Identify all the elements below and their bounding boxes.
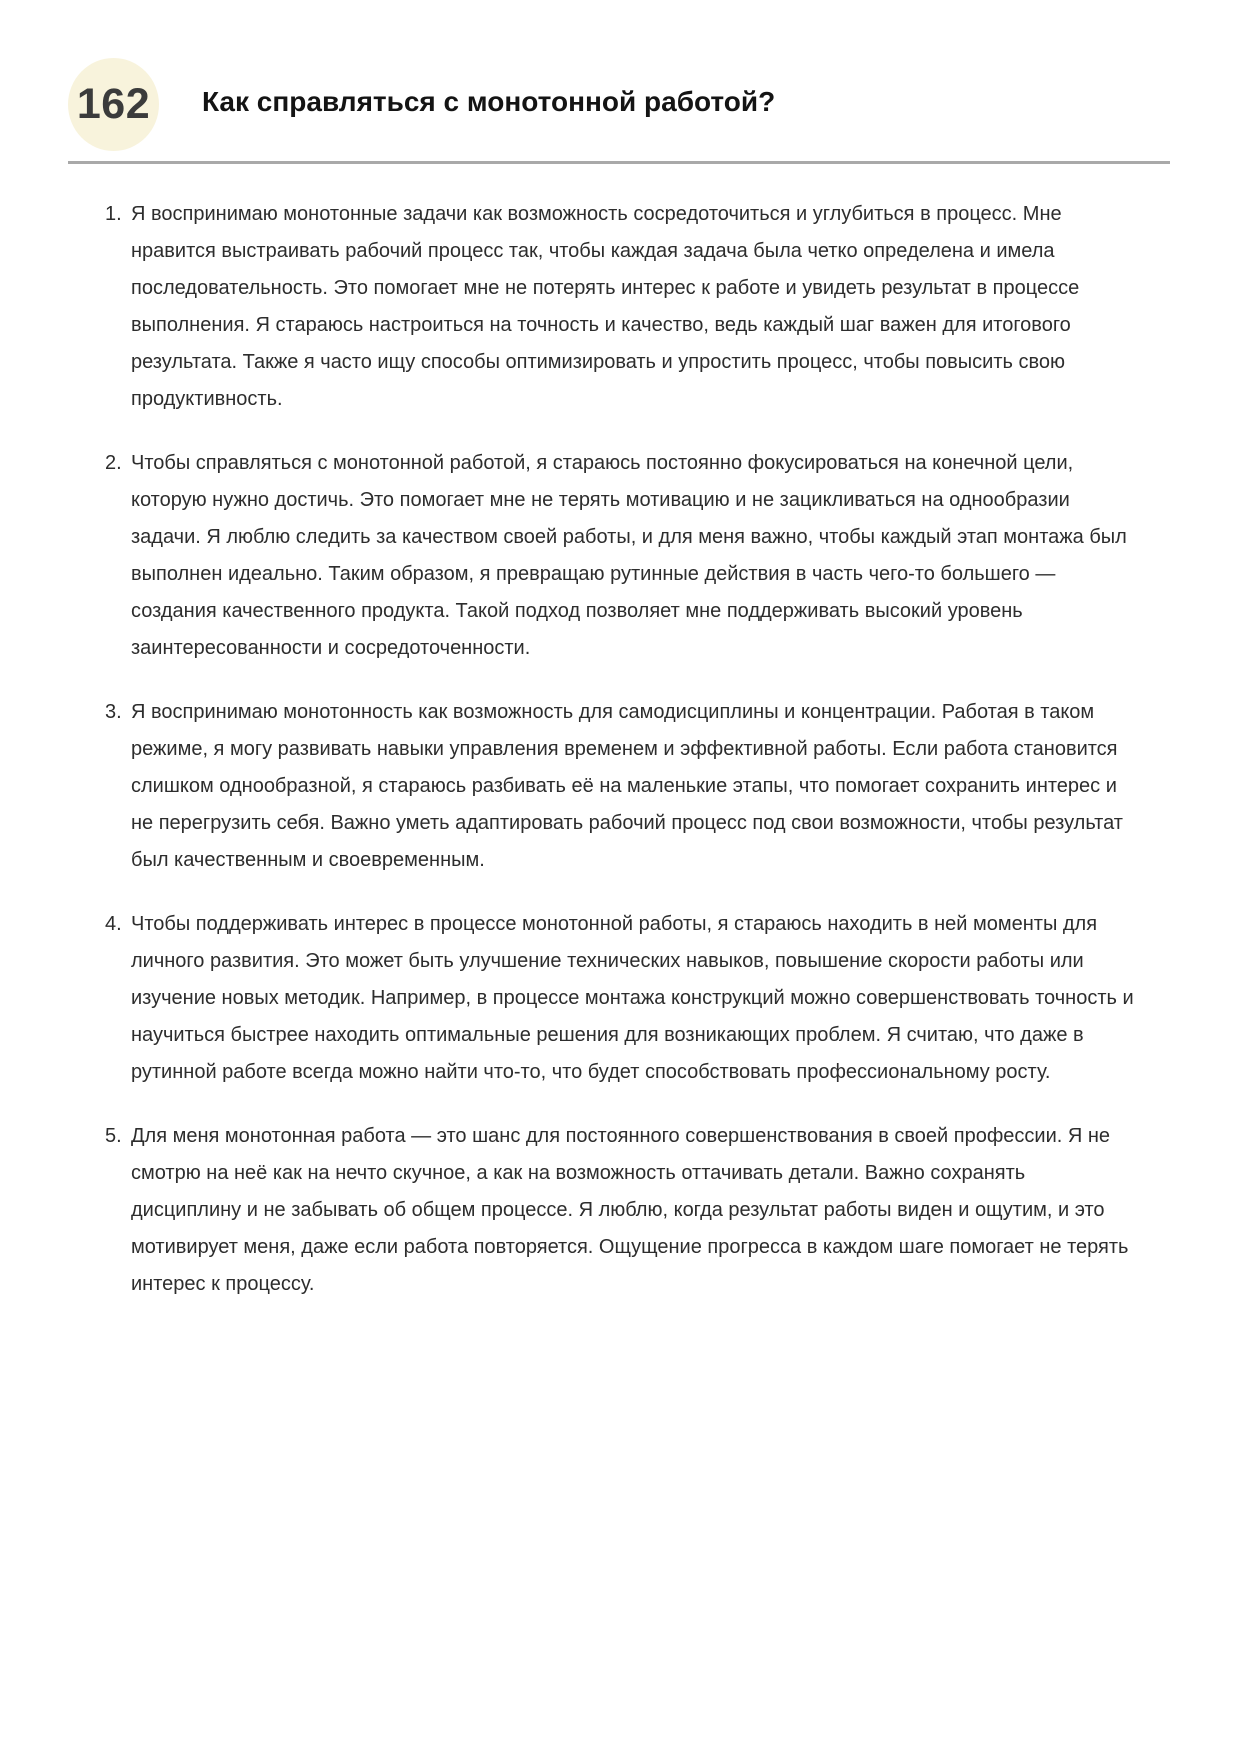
question-number-badge: 162 [68,58,159,151]
question-title: Как справляться с монотонной работой? [202,85,776,117]
answer-text: Я воспринимаю монотонность как возможность для самодисциплины и концентрации. Работая в таком режиме, я могу развивать навыки управления временем и эффективной работы. Если работа становится слишком однообразной, я стараюсь разбивать её на маленькие этапы, что помогает сохранить интерес и не перегрузить себя. Важно уметь адаптировать рабочий процесс под свои возможности, чтобы результат был качественным и своевременным. [131,701,1123,871]
answer-item [105,906,1140,1091]
answer-number: 2. [105,452,122,474]
answer-number: 3. [105,701,122,723]
answers-list [105,196,1140,1303]
question-header [68,58,1170,151]
answer-item [105,445,1140,667]
answer-text: Я воспринимаю монотонные задачи как возможность сосредоточиться и углубиться в процесс. Мне нравится выстраивать рабочий процесс так, чтобы каждая задача была четко определена и имела последовательность. Это помогает мне не потерять интерес к работе и увидеть результат в процессе выполнения. Я стараюсь настроиться на точность и качество, ведь каждый шаг важен для итогового результата. Также я часто ищу способы оптимизировать и упростить процесс, чтобы повысить свою продуктивность. [131,203,1080,410]
answer-number: 5. [105,1125,122,1147]
answer-item [105,694,1140,879]
header-divider [68,161,1170,164]
answer-text: Чтобы поддерживать интерес в процессе монотонной работы, я стараюсь находить в ней моменты для личного развития. Это может быть улучшение технических навыков, повышение скорости работы или изучение новых методик. Например, в процессе монтажа конструкций можно совершенствовать точность и научиться быстрее находить оптимальные решения для возникающих проблем. Я считаю, что даже в рутинной работе всегда можно найти что-то, что будет способствовать профессиональному росту. [131,913,1134,1083]
answer-text: Чтобы справляться с монотонной работой, я стараюсь постоянно фокусироваться на конечной цели, которую нужно достичь. Это помогает мне не терять мотивацию и не зацикливаться на однообразии задачи. Я люблю следить за качеством своей работы, и для меня важно, чтобы каждый этап монтажа был выполнен идеально. Таким образом, я превращаю рутинные действия в часть чего-то большего — создания качественного продукта. Такой подход позволяет мне поддерживать высокий уровень заинтересованности и сосредоточенности. [131,452,1127,659]
answer-number: 1. [105,203,122,225]
answer-item [105,1118,1140,1303]
answer-item [105,196,1140,418]
answer-number: 4. [105,913,122,935]
answer-text: Для меня монотонная работа — это шанс для постоянного совершенствования в своей профессии. Я не смотрю на неё как на нечто скучное, а как на возможность оттачивать детали. Важно сохранять дисциплину и не забывать об общем процессе. Я люблю, когда результат работы виден и ощутим, и это мотивирует меня, даже если работа повторяется. Ощущение прогресса в каждом шаге помогает не терять интерес к процессу. [131,1125,1129,1295]
